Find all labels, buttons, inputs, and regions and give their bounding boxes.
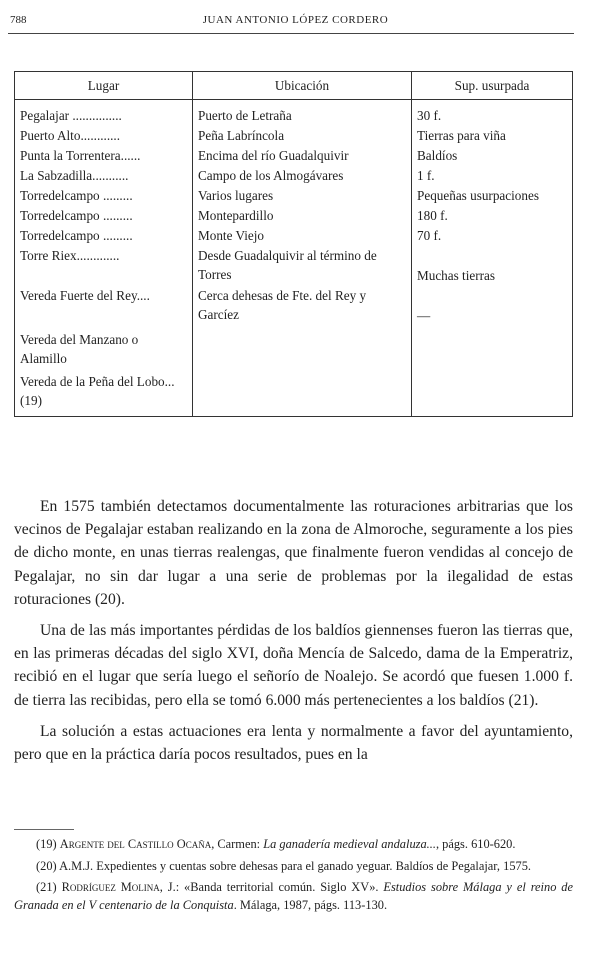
cell-lugar: Torredelcampo ......... [15,226,193,246]
cell-sup [412,326,573,368]
cell-lugar: Punta la Torrentera...... [15,146,193,166]
cell-sup: — [412,286,573,326]
cell-lugar: Vereda del Manzano o Alamillo [15,326,193,368]
table-row [15,146,573,166]
cell-sup: 30 f. [412,100,573,127]
table-row [15,246,573,286]
body-text [14,495,573,774]
paragraph: Una de las más importantes pérdidas de los baldíos giennenses fueron las tierras que, en las primeras décadas del siglo XVI, doña Mencía de Salcedo, dama de la Emperatriz, recibió en el lugar que sería luego el señorío de Noalejo. Se acordó que fuesen 1.000 f. de tierra las recibidas, pero ella se tomó 6.000 más pertenecientes a los baldíos (21). [14,622,573,709]
cell-sup: Tierras para viña [412,126,573,146]
table-row [15,126,573,146]
running-title: JUAN ANTONIO LÓPEZ CORDERO [202,14,389,26]
cell-ubicacion: Peña Labríncola [193,126,412,146]
table-row [15,368,573,417]
cell-ubicacion: Desde Guadalquivir al término de Torres [193,246,412,286]
usurpations-table [14,71,573,417]
cell-ubicacion: Varios lugares [193,186,412,206]
cell-ubicacion: Campo de los Almogávares [193,166,412,186]
cell-ubicacion: Monte Viejo [193,226,412,246]
table-row [15,100,573,127]
table-row [15,326,573,368]
cell-sup [412,368,573,417]
cell-sup: 1 f. [412,166,573,186]
table-row [15,226,573,246]
col-header-lugar: Lugar [15,72,193,100]
table-row [15,286,573,326]
col-header-sup: Sup. usurpada [412,72,573,100]
header-rule [8,33,574,34]
cell-ubicacion [193,326,412,368]
footnote-rule [14,829,74,830]
table-row [15,166,573,186]
cell-sup: Baldíos [412,146,573,166]
page-number: 788 [10,14,27,26]
cell-lugar: Torredelcampo ......... [15,186,193,206]
cell-lugar: Torredelcampo ......... [15,206,193,226]
footnote-19: (19) Argente del Castillo Ocaña, Carmen: La ganadería medieval andaluza..., págs. 610-620. [36,837,516,851]
paragraph: La solución a estas actuaciones era lenta y normalmente a favor del ayuntamiento, pero que en la práctica daría pocos resultados, pues en la [14,722,573,764]
footnotes [14,836,573,918]
cell-lugar: La Sabzadilla........... [15,166,193,186]
col-header-ubicacion: Ubicación [193,72,412,100]
cell-ubicacion: Montepardillo [193,206,412,226]
table-row [15,186,573,206]
cell-lugar: Puerto Alto............ [15,126,193,146]
cell-ubicacion: Cerca dehesas de Fte. del Rey y Garcíez [193,286,412,326]
cell-lugar: Vereda Fuerte del Rey.... [15,286,193,326]
cell-ubicacion: Encima del río Guadalquivir [193,146,412,166]
footnote-21: (21) Rodríguez Molina, J.: «Banda territorial común. Siglo XV». Estudios sobre Málaga y el reino de Granada en el V centenario de la Conquista. Málaga, 1987, págs. 113-130. [14,880,573,912]
cell-sup: Muchas tierras [412,246,573,286]
cell-sup: 180 f. [412,206,573,226]
cell-lugar: Pegalajar ............... [15,100,193,127]
cell-ubicacion [193,368,412,417]
table-row [15,206,573,226]
cell-ubicacion: Puerto de Letraña [193,100,412,127]
footnote-20: (20) A.M.J. Expedientes y cuentas sobre dehesas para el ganado yeguar. Baldíos de Pegalajar, 1575. [36,858,532,873]
cell-sup: Pequeñas usurpaciones [412,186,573,206]
cell-lugar: Torre Riex............. [15,246,193,286]
cell-lugar: Vereda de la Peña del Lobo... (19) [15,368,193,417]
cell-sup: 70 f. [412,226,573,246]
paragraph: En 1575 también detectamos documentalmente las roturaciones arbitrarias que los vecinos de Pegalajar estaban realizando en la zona de Almoroche, seguramente a los pies de dicho monte, en unas tierras realengas, que finalmente fueron vendidas al concejo de Pegalajar, no sin dar lugar a una serie de problemas por la ilegalidad de estas roturaciones (20). [14,498,573,608]
table-header-row [15,72,573,100]
